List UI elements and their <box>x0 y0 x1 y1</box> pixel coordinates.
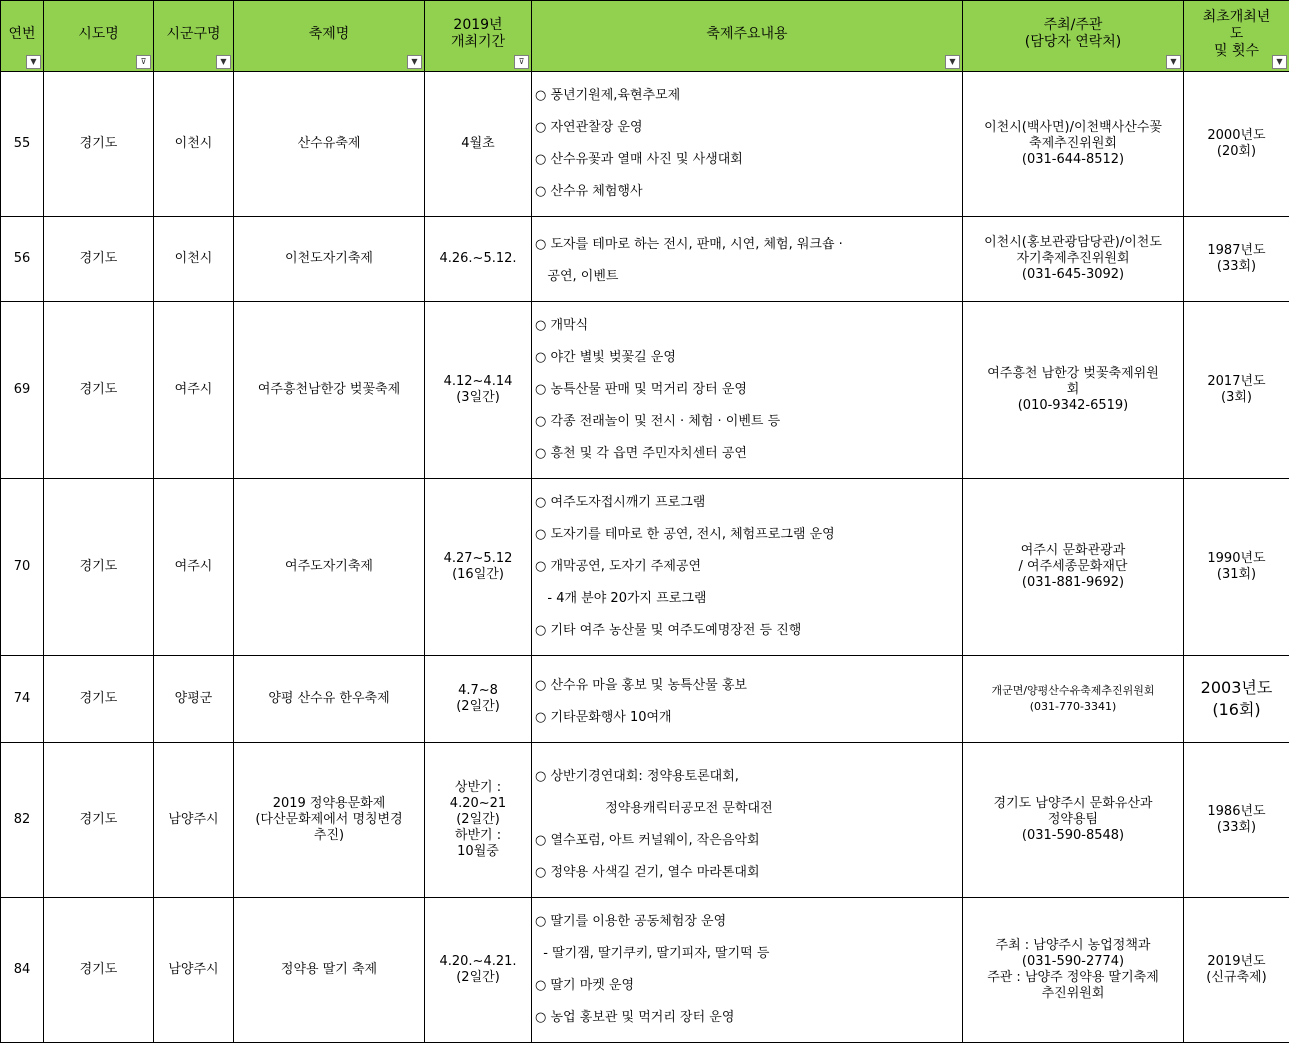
content-line: ○ 딸기 마켓 운영 <box>535 978 962 994</box>
cell-no[interactable]: 55 <box>1 72 44 217</box>
cell-content[interactable] <box>532 898 963 1043</box>
table-row[interactable] <box>1 898 1289 1043</box>
cell-period[interactable]: 4.20.~4.21. (2일간) <box>425 898 532 1043</box>
content-line: ○ 개막공연, 도자기 주제공연 <box>535 559 962 575</box>
header-cell-province <box>44 1 154 72</box>
cell-content[interactable] <box>532 479 963 656</box>
cell-period[interactable]: 4.27~5.12 (16일간) <box>425 479 532 656</box>
content-line: - 딸기잼, 딸기쿠키, 딸기피자, 딸기떡 등 <box>535 946 962 962</box>
content-line: 정약용캐릭터공모전 문학대전 <box>535 801 962 817</box>
cell-host[interactable]: 이천시(홍보관광담당관)/이천도 자기축제추진위원회 (031-645-3092) <box>963 217 1184 302</box>
content-line: ○ 도자기를 테마로 한 공연, 전시, 체험프로그램 운영 <box>535 527 962 543</box>
cell-content[interactable] <box>532 72 963 217</box>
content-line: ○ 열수포럼, 아트 커널웨이, 작은음악회 <box>535 833 962 849</box>
header-label: 2019년 개최기간 <box>425 17 531 55</box>
header-label: 시군구명 <box>154 26 233 47</box>
cell-no[interactable]: 69 <box>1 302 44 479</box>
cell-no[interactable]: 82 <box>1 743 44 898</box>
cell-period[interactable]: 4월초 <box>425 72 532 217</box>
cell-province[interactable]: 경기도 <box>44 72 154 217</box>
content-line: ○ 산수유 마을 홍보 및 농특산물 홍보 <box>535 678 962 694</box>
content-line: ○ 개막식 <box>535 318 962 334</box>
cell-city[interactable]: 이천시 <box>154 217 234 302</box>
content-line: ○ 산수유꽃과 열매 사진 및 사생대회 <box>535 152 962 168</box>
header-label: 최초개최년 도 및 횟수 <box>1184 9 1289 64</box>
table-row[interactable] <box>1 479 1289 656</box>
cell-city[interactable]: 여주시 <box>154 479 234 656</box>
cell-city[interactable]: 남양주시 <box>154 743 234 898</box>
header-label: 시도명 <box>44 26 153 47</box>
cell-festival-name[interactable]: 이천도자기축제 <box>234 217 425 302</box>
cell-province[interactable]: 경기도 <box>44 217 154 302</box>
content-line: ○ 흥천 및 각 읍면 주민자치센터 공연 <box>535 446 962 462</box>
cell-host[interactable]: 이천시(백사면)/이천백사산수꽃 축제추진위원회 (031-644-8512) <box>963 72 1184 217</box>
cell-host[interactable]: 여주시 문화관광과 / 여주세종문화재단 (031-881-9692) <box>963 479 1184 656</box>
cell-period[interactable]: 상반기 : 4.20~21 (2일간) 하반기 : 10월중 <box>425 743 532 898</box>
content-line: 공연, 이벤트 <box>535 269 962 285</box>
content-line: ○ 산수유 체험행사 <box>535 184 962 200</box>
header-cell-first-year <box>1184 1 1289 72</box>
content-line: ○ 자연관찰장 운영 <box>535 120 962 136</box>
filter-dropdown-icon[interactable]: ▼ <box>216 55 231 69</box>
cell-first-year[interactable]: 1990년도 (31회) <box>1184 479 1289 656</box>
cell-content[interactable] <box>532 217 963 302</box>
filter-dropdown-icon[interactable]: ▼ <box>1272 55 1287 69</box>
cell-first-year[interactable]: 2003년도 (16회) <box>1184 656 1289 743</box>
cell-no[interactable]: 84 <box>1 898 44 1043</box>
cell-province[interactable]: 경기도 <box>44 743 154 898</box>
content-line: ○ 딸기를 이용한 공동체험장 운영 <box>535 914 962 930</box>
header-cell-no <box>1 1 44 72</box>
cell-period[interactable]: 4.12~4.14 (3일간) <box>425 302 532 479</box>
cell-period[interactable]: 4.7~8 (2일간) <box>425 656 532 743</box>
table-row[interactable] <box>1 302 1289 479</box>
cell-province[interactable]: 경기도 <box>44 302 154 479</box>
cell-city[interactable]: 양평군 <box>154 656 234 743</box>
header-cell-festival-name <box>234 1 425 72</box>
cell-first-year[interactable]: 2019년도 (신규축제) <box>1184 898 1289 1043</box>
content-line: ○ 각종 전래놀이 및 전시 · 체험 · 이벤트 등 <box>535 414 962 430</box>
cell-festival-name[interactable]: 정약용 딸기 축제 <box>234 898 425 1043</box>
filter-dropdown-icon[interactable]: ▼ <box>407 55 422 69</box>
header-row <box>1 1 1289 72</box>
cell-province[interactable]: 경기도 <box>44 898 154 1043</box>
cell-festival-name[interactable]: 여주도자기축제 <box>234 479 425 656</box>
cell-no[interactable]: 74 <box>1 656 44 743</box>
filter-dropdown-icon[interactable]: ▼ <box>26 55 41 69</box>
cell-festival-name[interactable]: 2019 정약용문화제 (다산문화제에서 명칭변경 추진) <box>234 743 425 898</box>
table-row[interactable] <box>1 72 1289 217</box>
cell-festival-name[interactable]: 산수유축제 <box>234 72 425 217</box>
table-row[interactable] <box>1 217 1289 302</box>
cell-period[interactable]: 4.26.~5.12. <box>425 217 532 302</box>
cell-host[interactable]: 주최 : 남양주시 농업정책과 (031-590-2774) 주관 : 남양주 정약용 딸기축제 추진위원회 <box>963 898 1184 1043</box>
header-label: 축제명 <box>234 26 424 47</box>
cell-first-year[interactable]: 2017년도 (3회) <box>1184 302 1289 479</box>
content-line: ○ 도자를 테마로 하는 전시, 판매, 시연, 체험, 워크숍 · <box>535 237 962 253</box>
cell-no[interactable]: 70 <box>1 479 44 656</box>
cell-province[interactable]: 경기도 <box>44 479 154 656</box>
content-line: ○ 여주도자접시깨기 프로그램 <box>535 495 962 511</box>
content-line: ○ 야간 별빛 벚꽃길 운영 <box>535 350 962 366</box>
cell-city[interactable]: 남양주시 <box>154 898 234 1043</box>
header-label: 축제주요내용 <box>532 26 962 47</box>
table-row[interactable] <box>1 743 1289 898</box>
header-cell-host <box>963 1 1184 72</box>
cell-first-year[interactable]: 1986년도 (33회) <box>1184 743 1289 898</box>
cell-host[interactable]: 경기도 남양주시 문화유산과 정약용팀 (031-590-8548) <box>963 743 1184 898</box>
cell-host[interactable]: 여주흥천 남한강 벚꽃축제위원 회 (010-9342-6519) <box>963 302 1184 479</box>
filter-dropdown-icon[interactable]: ▼ <box>1166 55 1181 69</box>
cell-festival-name[interactable]: 양평 산수유 한우축제 <box>234 656 425 743</box>
header-cell-period <box>425 1 532 72</box>
cell-content[interactable] <box>532 656 963 743</box>
cell-province[interactable]: 경기도 <box>44 656 154 743</box>
content-line: ○ 기타문화행사 10여개 <box>535 710 962 726</box>
cell-content[interactable] <box>532 743 963 898</box>
header-label: 연번 <box>1 26 43 47</box>
cell-content[interactable] <box>532 302 963 479</box>
cell-first-year[interactable]: 2000년도 (20회) <box>1184 72 1289 217</box>
header-cell-city <box>154 1 234 72</box>
filter-applied-icon[interactable]: ⊽ <box>136 55 151 69</box>
header-label: 주최/주관 (담당자 연락처) <box>963 17 1183 55</box>
header-cell-content <box>532 1 963 72</box>
table-row[interactable] <box>1 656 1289 743</box>
content-line: ○ 농특산물 판매 및 먹거리 장터 운영 <box>535 382 962 398</box>
content-line: ○ 기타 여주 농산물 및 여주도예명장전 등 진행 <box>535 623 962 639</box>
content-line: - 4개 분야 20가지 프로그램 <box>535 591 962 607</box>
cell-no[interactable]: 56 <box>1 217 44 302</box>
content-line: ○ 농업 홍보관 및 먹거리 장터 운영 <box>535 1010 962 1026</box>
cell-festival-name[interactable]: 여주흥천남한강 벚꽃축제 <box>234 302 425 479</box>
cell-host[interactable]: 개군면/양평산수유축제추진위원회 (031-770-3341) <box>963 656 1184 743</box>
cell-city[interactable]: 여주시 <box>154 302 234 479</box>
content-line: ○ 풍년기원제,육현추모제 <box>535 88 962 104</box>
content-line: ○ 상반기경연대회: 정약용토론대회, <box>535 769 962 785</box>
cell-first-year[interactable]: 1987년도 (33회) <box>1184 217 1289 302</box>
content-line: ○ 정약용 사색길 걷기, 열수 마라톤대회 <box>535 865 962 881</box>
cell-city[interactable]: 이천시 <box>154 72 234 217</box>
filter-dropdown-icon[interactable]: ▼ <box>945 55 960 69</box>
filter-applied-icon[interactable]: ⊽ <box>514 55 529 69</box>
